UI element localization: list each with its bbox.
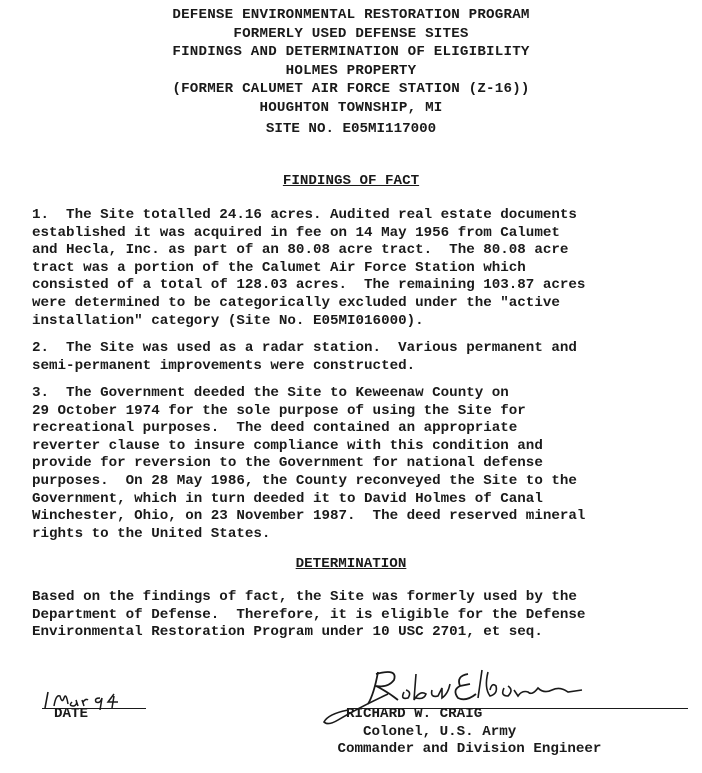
- header-sites: FORMERLY USED DEFENSE SITES: [233, 25, 469, 42]
- header-former-station: (FORMER CALUMET AIR FORCE STATION (Z-16)): [172, 81, 530, 98]
- date-label: DATE: [54, 706, 89, 722]
- finding-paragraph-1: 1. The Site totalled 24.16 acres. Audited real estate documents established it was acquired in fee on 14 May 1956 from Calumet and Hecla, Inc. as part of an 80.08 acre tract. The 80.08 acre tract was a portion of the Calumet Air Force Station which consisted of a total of 128.03 acres. The remaining 103.87 acres were determined to be categorically excluded under the "active installation" category (Site No. E05MI016000).: [32, 207, 586, 329]
- signer-rank: Colonel, U.S. Army: [363, 723, 517, 740]
- determination-paragraph: Based on the findings of fact, the Site was formerly used by the Department of Defense. Therefore, it is eligible for the Defense Environmental Restoration Program under 10 USC 2701, et seq.: [32, 589, 586, 641]
- signer-title: Commander and Division Engineer: [337, 741, 602, 758]
- determination-heading-text: DETERMINATION: [295, 556, 407, 572]
- header-program: DEFENSE ENVIRONMENTAL RESTORATION PROGRAM: [172, 7, 530, 23]
- signer-name: RICHARD W. CRAIG: [346, 706, 483, 722]
- header-findings: FINDINGS AND DETERMINATION OF ELIGIBILITY: [172, 44, 530, 61]
- header-property: HOLMES PROPERTY: [285, 62, 417, 79]
- findings-heading-text: FINDINGS OF FACT: [282, 173, 420, 189]
- signer-block: [337, 706, 602, 759]
- determination-heading: [0, 556, 702, 572]
- document-header: [0, 6, 702, 118]
- site-number: SITE NO. E05MI117000: [265, 121, 437, 137]
- header-township: HOUGHTON TOWNSHIP, MI: [259, 99, 443, 116]
- finding-paragraph-3: 3. The Government deeded the Site to Keweenaw County on 29 October 1974 for the sole purpose of using the Site for recreational purposes. The deed contained an appropriate reverter clause to insure compliance with this condition and provide for reversion to the Government for national defense purposes. On 28 May 1986, the County reconveyed the Site to the Government, which in turn deeded it to David Holmes of Canal Winchester, Ohio, on 23 November 1987. The deed reserved mineral rights to the United States.: [32, 385, 586, 542]
- findings-heading: [0, 173, 702, 189]
- finding-paragraph-2: 2. The Site was used as a radar station. Various permanent and semi-permanent improvements were constructed.: [32, 340, 577, 374]
